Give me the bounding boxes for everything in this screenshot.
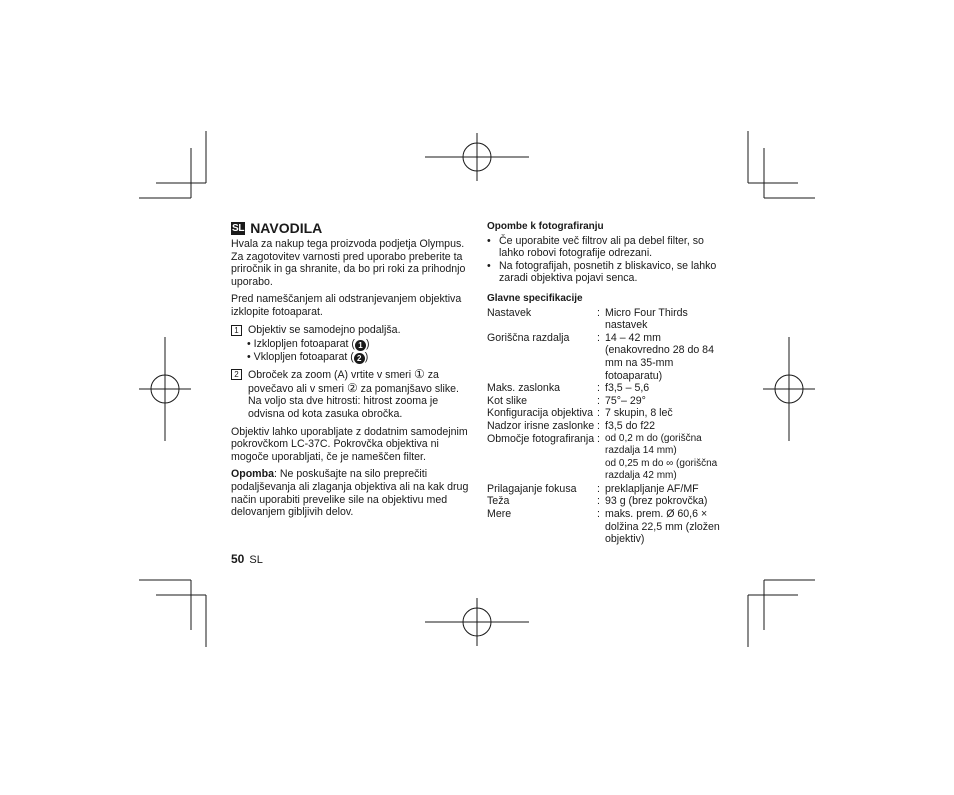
spec-label: Območje fotografiranja <box>487 432 595 445</box>
spec-value: preklapljanje AF/MF <box>605 482 699 495</box>
page-title: NAVODILA <box>250 220 323 236</box>
spec-value: Micro Four Thirds nastavek <box>605 306 688 332</box>
spec-row: Mere : maks. prem. Ø 60,6 × dolžina 22,5 mm (zložen objektiv) <box>487 508 727 546</box>
photo-note-item: • Če uporabite več filtrov ali pa debel filter, so lahko robovi fotografije odrezani. <box>487 234 704 260</box>
direction-2-icon: ② <box>346 380 358 395</box>
spec-row: Nastavek : Micro Four Thirds nastavek <box>487 307 727 332</box>
page-number-value: 50 <box>231 552 245 566</box>
spec-list <box>487 307 727 546</box>
spec-label: Nastavek <box>487 306 532 319</box>
spec-row: Nadzor irisne zaslonke : f3,5 do f22 <box>487 420 727 433</box>
spec-label: Nadzor irisne zaslonke <box>487 419 595 432</box>
spec-row: Prilagajanje fokusa : preklapljanje AF/MF <box>487 483 727 496</box>
spec-row <box>487 458 727 483</box>
spec-row: Konfiguracija objektiva : 7 skupin, 8 leč <box>487 407 727 420</box>
spec-row: Teža : 93 g (brez pokrovčka) <box>487 495 727 508</box>
step-2 <box>231 368 469 420</box>
step-2-text: Obroček za zoom (A) vrtite v smeri ① za povečavo ali v smeri ② za pomanjšavo slike. Na voljo sta dve hitrosti: hitrost zooma je odvisna od kota zasuka obročka. <box>248 367 459 420</box>
spec-row: Goriščna razdalja : 14 – 42 mm (enakovredno 28 do 84 mm na 35-mm fotoaparatu) <box>487 332 727 382</box>
right-column <box>487 221 727 546</box>
spec-value: 93 g (brez pokrovčka) <box>605 495 708 508</box>
language-badge: SL <box>232 222 245 234</box>
spec-label: Goriščna razdalja <box>487 331 570 344</box>
number-1-icon: 1 <box>355 340 366 351</box>
number-2-icon: 2 <box>354 353 365 364</box>
spec-value: od 0,25 m do ∞ (goriščna razdalja 42 mm) <box>605 457 718 482</box>
spec-label <box>487 458 597 483</box>
caution-label: Opomba <box>231 468 274 481</box>
spec-value: f3,5 do f22 <box>605 419 656 432</box>
spec-value: 14 – 42 mm (enakovredno 28 do 84 mm na 35-mm fotoaparatu) <box>605 331 714 382</box>
photo-notes-heading: Opombe k fotografiranju <box>487 221 604 232</box>
direction-1-icon: ① <box>414 367 425 382</box>
step-2-number: 2 <box>231 369 242 380</box>
intro-paragraph: Hvala za nakup tega proizvoda podjetja Olympus. Za zagotovitev varnosti pred uporabo preberite ta priročnik in ga shranite, da bo pri roki za prihodnjo uporabo. <box>231 238 466 288</box>
spec-label: Mere <box>487 508 512 521</box>
lens-cap-paragraph: Objektiv lahko uporabljate z dodatnim samodejnim pokrovčkom LC-37C. Pokrovčka objektiva ni mogoče uporabljati, če je nameščen filter. <box>231 425 468 463</box>
section-title <box>231 220 469 236</box>
spec-label: Konfiguracija objektiva <box>487 407 593 420</box>
spec-value: od 0,2 m do (goriščna razdalja 14 mm) <box>605 432 702 457</box>
spec-row: Kot slike : 75°– 29° <box>487 395 727 408</box>
before-mount-paragraph: Pred nameščanjem ali odstranjevanjem objektiva izklopite fotoaparat. <box>231 293 462 318</box>
spec-row: Maks. zaslonka : f3,5 – 5,6 <box>487 382 727 395</box>
step-1 <box>231 324 469 337</box>
step-1-sub-on: • Vklopljen fotoaparat ( 2 ) <box>247 351 369 364</box>
spec-value: 7 skupin, 8 leč <box>605 407 673 420</box>
page-language: SL <box>249 554 263 566</box>
spec-row: Območje fotografiranja : od 0,2 m do (goriščna razdalja 14 mm) <box>487 433 727 458</box>
left-column <box>231 220 469 524</box>
step-1-sub-off: • Izklopljen fotoaparat ( 1 ) <box>247 338 370 351</box>
spec-label: Prilagajanje fokusa <box>487 482 577 495</box>
spec-value: f3,5 – 5,6 <box>605 382 650 395</box>
spec-label: Kot slike <box>487 394 528 407</box>
photo-note-item: • Na fotografijah, posnetih z bliskavico, se lahko zaradi objektiva pojavi senca. <box>487 259 717 285</box>
spec-value: maks. prem. Ø 60,6 × dolžina 22,5 mm (zložen objektiv) <box>605 508 720 546</box>
spec-value: 75°– 29° <box>605 394 646 407</box>
spec-label: Maks. zaslonka <box>487 382 561 395</box>
step-1-text: Objektiv se samodejno podaljša. <box>248 323 401 336</box>
spec-heading: Glavne specifikacije <box>487 292 583 304</box>
caution-paragraph: Opomba: Ne poskušajte na silo preprečiti podaljševanja ali zlaganja objektiva ali na kak drug način uporabiti prevelike sile na objektivu med delovanjem gibljivih delov. <box>231 468 469 519</box>
spec-label: Teža <box>487 495 510 508</box>
step-1-number: 1 <box>231 325 242 336</box>
page-number <box>231 552 263 566</box>
